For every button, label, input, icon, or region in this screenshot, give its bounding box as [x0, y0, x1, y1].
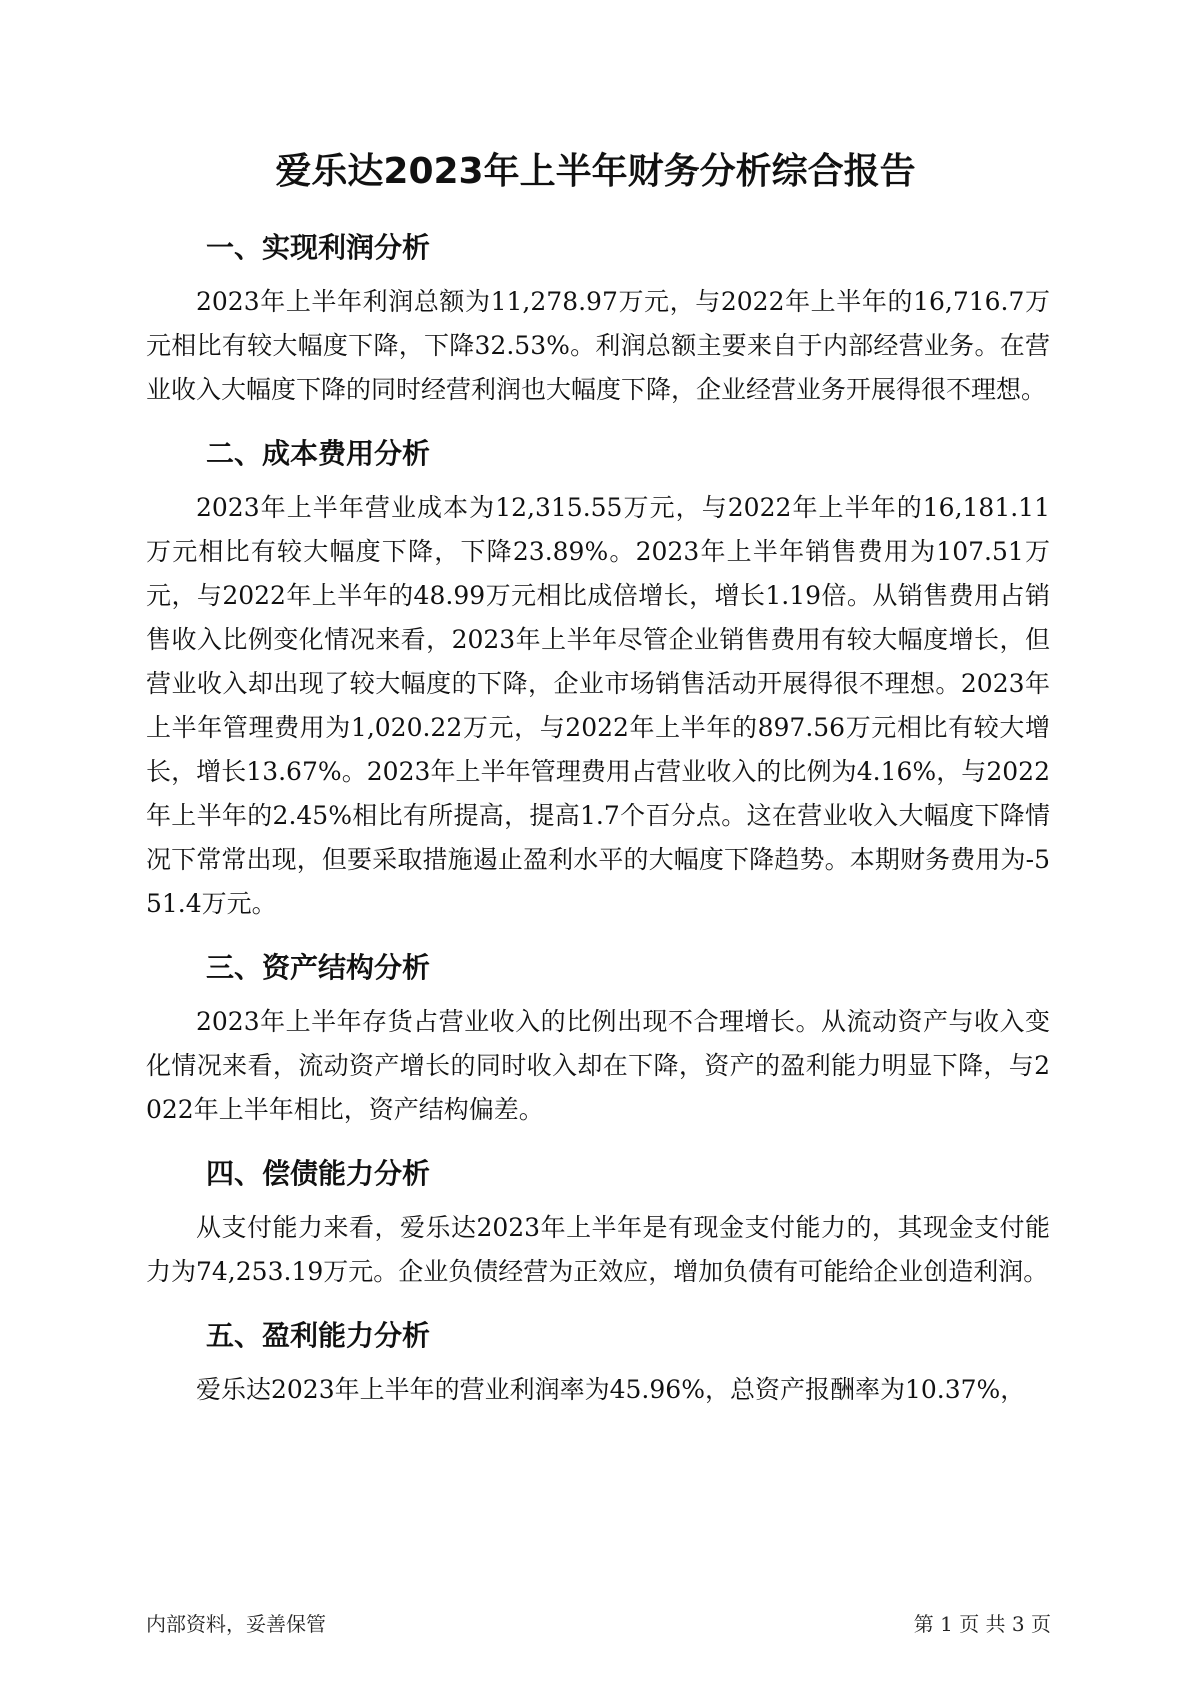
section-paragraph: 2023年上半年利润总额为11,278.97万元，与2022年上半年的16,716.7万元相比有较大幅度下降，下降32.53%。利润总额主要来自于内部经营业务。在营业收入大幅度下降的同时经营利润也大幅度下降，企业经营业务开展得很不理想。	[146, 287, 1050, 404]
section-paragraph: 2023年上半年存货占营业收入的比例出现不合理增长。从流动资产与收入变化情况来看，流动资产增长的同时收入却在下降，资产的盈利能力明显下降，与2022年上半年相比，资产结构偏差。	[146, 1007, 1050, 1124]
section-heading: 四、偿债能力分析	[206, 1157, 431, 1190]
footer-confidential-note: 内部资料，妥善保管	[146, 1612, 326, 1636]
document-title: 爱乐达2023年上半年财务分析综合报告	[275, 151, 916, 192]
section-heading: 二、成本费用分析	[206, 437, 431, 470]
section-profitability	[146, 1316, 1050, 1412]
section-paragraph: 爱乐达2023年上半年的营业利润率为45.96%，总资产报酬率为10.37%，	[196, 1375, 1026, 1404]
section-heading: 一、实现利润分析	[206, 231, 431, 264]
section-paragraph: 从支付能力来看，爱乐达2023年上半年是有现金支付能力的，其现金支付能力为74,253.19万元。企业负债经营为正效应，增加负债有可能给企业创造利润。	[146, 1213, 1050, 1286]
section-heading: 五、盈利能力分析	[206, 1319, 431, 1352]
section-solvency	[146, 1154, 1050, 1294]
section-asset-structure	[146, 948, 1050, 1132]
section-paragraph: 2023年上半年营业成本为12,315.55万元，与2022年上半年的16,181.11万元相比有较大幅度下降，下降23.89%。2023年上半年销售费用为107.51万元，与2022年上半年的48.99万元相比成倍增长，增长1.19倍。从销售费用占销售收入比例变化情况来看，2023年上半年尽管企业销售费用有较大幅度增长，但营业收入却出现了较大幅度的下降，企业市场销售活动开展得很不理想。2023年上半年管理费用为1,020.22万元，与2022年上半年的897.56万元相比有较大增长，增长13.67%。2023年上半年管理费用占营业收入的比例为4.16%，与2022年上半年的2.45%相比有所提高，提高1.7个百分点。这在营业收入大幅度下降情况下常常出现，但要采取措施遏止盈利水平的大幅度下降趋势。本期财务费用为-551.4万元。	[146, 493, 1050, 918]
section-cost	[146, 434, 1050, 926]
document-body	[146, 228, 1050, 1434]
footer-page-number: 第 1 页 共 3 页	[913, 1612, 1051, 1636]
section-profit	[146, 228, 1050, 412]
section-heading: 三、资产结构分析	[206, 951, 431, 984]
